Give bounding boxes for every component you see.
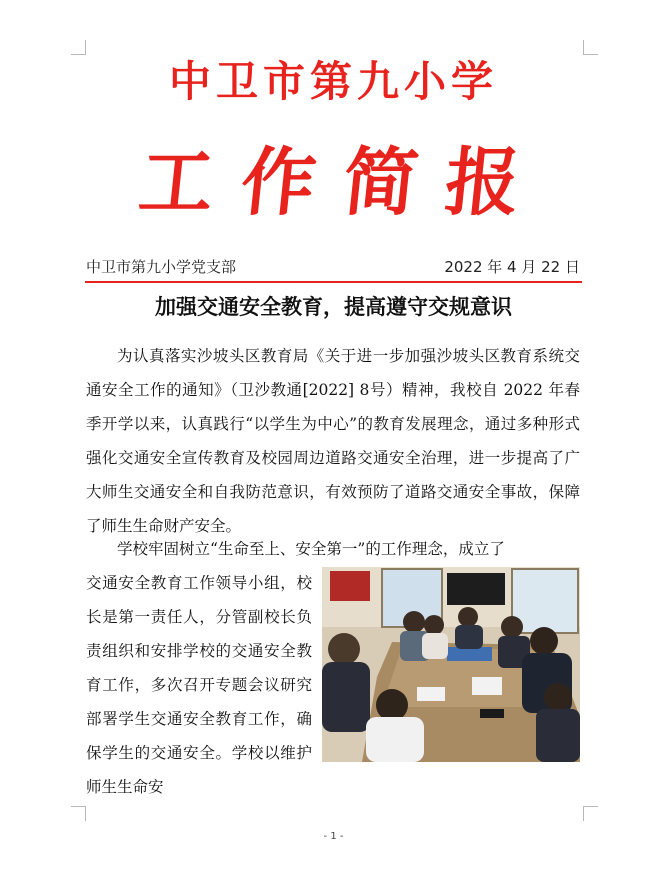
corner-mark-bottom-right [583,806,598,821]
article-headline: 加强交通安全教育，提高遵守交规意识 [155,294,512,319]
red-divider [85,281,582,283]
page-number: - 1 - [323,831,344,842]
masthead-school-name: 中卫市第九小学 [168,57,498,106]
masthead-title: 工作简报 [134,140,553,226]
issue-date: 2022 年 4 月 22 日 [444,258,580,276]
article-paragraph-2-continued: 交通安全教育工作领导小组，校长是第一责任人，分管副校长负责组织和安排学校的交通安全教育工作，多次召开专题会议研究部署学生交通安全教育工作，确保学生的交通安全。学校以维护师生生命安 [86,574,312,796]
article-paragraph-2-first-line: 学校牢固树立“生命至上、安全第一”的工作理念，成立了 [117,540,505,558]
meeting-photo [322,567,580,762]
issuing-department: 中卫市第九小学党支部 [86,258,237,276]
issue-meta-row [86,257,580,277]
corner-mark-bottom-left [71,806,86,821]
article-paragraph-1: 为认真落实沙坡头区教育局《关于进一步加强沙坡头区教育系统交通安全工作的通知》（卫沙教通[2022] 8号）精神，我校自 2022 年春季开学以来，认真践行“以学生为中心”的教育发展理念，通过多种形式强化交通安全宣传教育及校园周边道路交通安全治理，进一步提高了广大师生交通安全和自我防范意识，有效预防了道路交通安全事故，保障了师生生命财产安全。 [86,347,580,535]
